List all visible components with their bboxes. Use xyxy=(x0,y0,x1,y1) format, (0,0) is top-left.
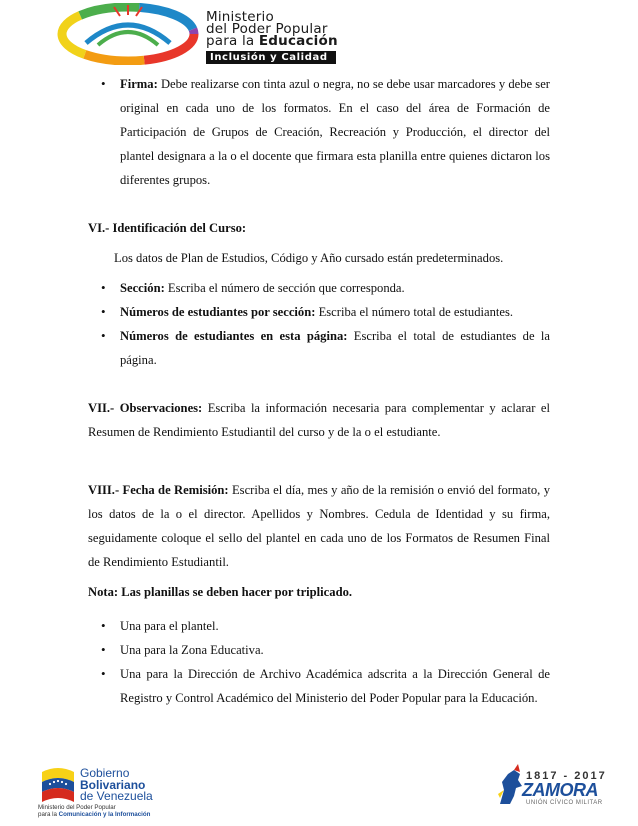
government-logo xyxy=(38,764,188,822)
section-8-paragraph xyxy=(88,478,550,574)
nota-list xyxy=(88,614,550,710)
section-6-item-label: Números de estudiantes en esta página: xyxy=(120,329,348,343)
nota-item: • Una para la Dirección de Archivo Académica adscrita a la Dirección General de Registro y Control Académico del Ministerio del Poder Popular para la Educación. xyxy=(88,662,550,710)
section-8-text: Escriba el día, mes y año de la remisión o envió del formato, y los datos de la o el director. Apellidos y Nombres. Cedula de Identidad y su firma, seguidamente coloque el sello del plantel en cada uno de los Formatos de Resumen Final de Rendimiento Estudiantil. xyxy=(88,483,550,569)
section-6-item xyxy=(88,324,550,372)
firma-list xyxy=(88,72,550,192)
ministry-line-1: Ministerio xyxy=(206,9,274,25)
section-7-paragraph xyxy=(88,396,550,444)
section-6-item-text: Escriba el número total de estudiantes. xyxy=(315,305,514,319)
zamora-logo xyxy=(494,762,607,810)
ministry-slogan: Inclusión y Calidad xyxy=(206,51,336,64)
section-6-item xyxy=(88,276,550,300)
section-6-item-label: Números de estudiantes por sección: xyxy=(120,305,316,319)
firma-item xyxy=(88,72,550,192)
section-6-item-text: Escriba el número de sección que corresponda. xyxy=(164,281,405,295)
venezuela-flag-icon xyxy=(38,764,78,804)
firma-text: Debe realizarse con tinta azul o negra, no se debe usar marcadores y debe ser original en cada uno de los formatos. En el caso del área de Formación de Participación de Grupos de Creación, Recreación y Producción, el director del plantel designara a la o el docente que firmara esta planilla entre quienes dictaron los diferentes grupos. xyxy=(120,77,550,187)
government-name xyxy=(80,768,153,803)
zamora-union: UNIÓN CÍVICO MILITAR xyxy=(526,800,603,806)
ministry-line-3 xyxy=(206,35,406,47)
section-7-text: Escriba la información necesaria para complementar y aclarar el Resumen de Rendimiento Estudiantil del curso y de la o el estudiante. xyxy=(88,401,550,439)
ministry-line-2: del Poder Popular xyxy=(206,21,328,37)
zamora-years: 1817 - 2017 xyxy=(526,770,607,782)
section-6-item xyxy=(88,300,550,324)
section-6-list xyxy=(88,276,550,372)
section-6-title: VI.- Identificación del Curso: xyxy=(88,221,247,235)
document-body xyxy=(88,72,550,710)
nota-item: • Una para el plantel. xyxy=(88,614,550,638)
page-header xyxy=(56,3,416,63)
section-8-label: VIII.- Fecha de Remisión: xyxy=(88,483,229,497)
section-6-item-text: Escriba el total de estudiantes de la página. xyxy=(120,329,550,367)
firma-label: Firma: xyxy=(120,77,158,91)
gov-line-1: Gobierno xyxy=(80,766,130,780)
nota-item: • Una para la Zona Educativa. xyxy=(88,638,550,662)
section-7-label: VII.- Observaciones: xyxy=(88,401,203,415)
ministry-logo-icon xyxy=(56,3,206,65)
ministry-line-3b: Educación xyxy=(258,33,338,49)
gov-sub-1: Ministerio del Poder Popular xyxy=(38,804,116,811)
ministry-line-3a: para la xyxy=(206,33,259,49)
ministry-name xyxy=(206,11,406,65)
gov-line-3: de Venezuela xyxy=(80,789,153,803)
gov-sub-2: para la Comunicación y la Información xyxy=(38,811,151,818)
section-6-item-label: Sección: xyxy=(120,281,165,295)
gov-line-2: Bolivariano xyxy=(80,777,146,792)
nota-title: Nota: Las planillas se deben hacer por triplicado. xyxy=(88,585,353,599)
government-subtitle xyxy=(38,804,150,818)
zamora-name: ZAMORA xyxy=(522,780,598,800)
section-6-intro: Los datos de Plan de Estudios, Código y Año cursado están predeterminados. xyxy=(114,251,504,265)
